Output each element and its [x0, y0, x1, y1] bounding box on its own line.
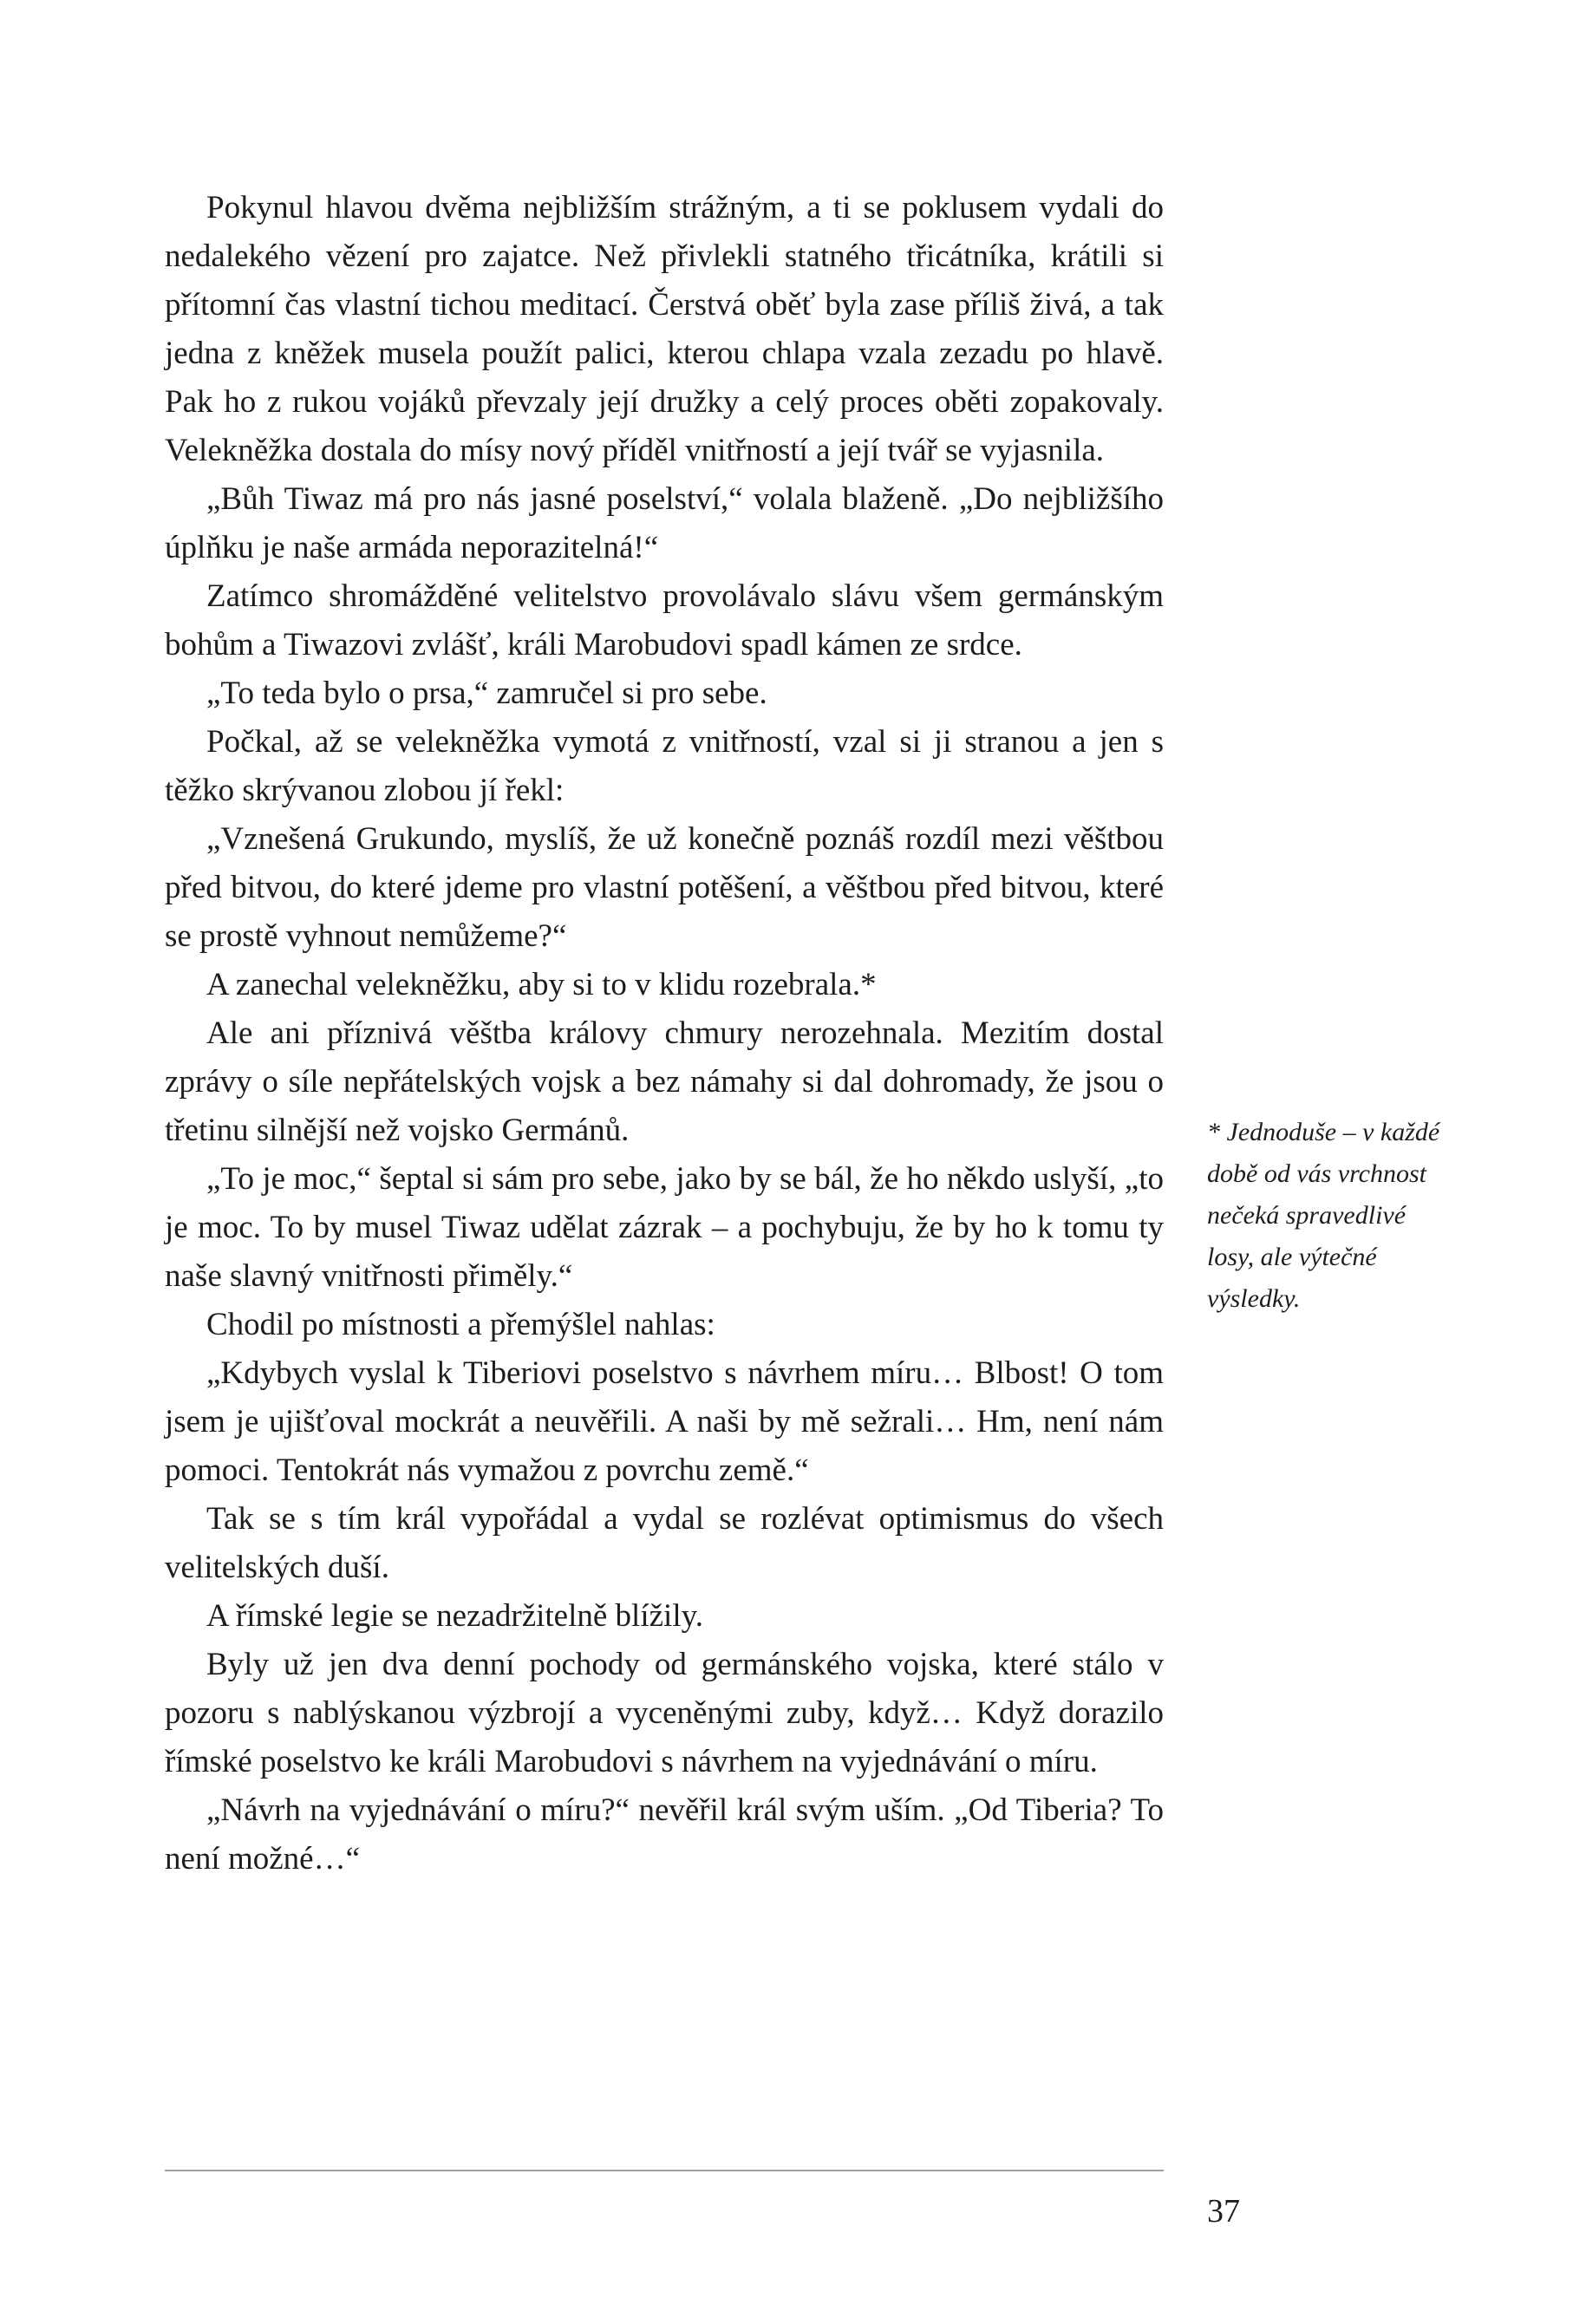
- paragraph: A zanechal velekněžku, aby si to v klidu rozebrala.*: [206, 967, 877, 1002]
- paragraph: Ale ani příznivá věštba královy chmury nerozehnala. Mezitím dostal zprávy o síle nepřátelských vojsk a bez námahy si dal dohromady, že jsou o třetinu silnější než vojsko Germánů.: [165, 1015, 1164, 1148]
- paragraph: Zatímco shromážděné velitelstvo provolávalo slávu všem germánským bohům a Tiwazovi zvlášť, králi Marobudovi spadl kámen ze srdce.: [165, 578, 1164, 663]
- paragraph: „Vznešená Grukundo, myslíš, že už konečně poznáš rozdíl mezi věštbou před bitvou, do které jdeme pro vlastní potěšení, a věštbou před bitvou, které se prostě vyhnout nemůžeme?“: [165, 821, 1164, 954]
- paragraph: Tak se s tím král vypořádal a vydal se rozlévat optimismus do všech velitelských duší.: [165, 1501, 1164, 1585]
- paragraph: Pokynul hlavou dvěma nejbližším strážným, a ti se poklusem vydali do nedalekého vězení pro zajatce. Než přivlekli statného třicátníka, krátili si přítomní čas vlastní tichou meditací. Čerstvá oběť byla zase příliš živá, a tak jedna z kněžek musela použít palici, kterou chlapa vzala zezadu po hlavě. Pak ho z rukou vojáků převzaly její družky a celý proces oběti zopakovaly. Velekněžka dostala do mísy nový příděl vnitřností a její tvář se vyjasnila.: [165, 190, 1164, 468]
- paragraph: Byly už jen dva denní pochody od germánského vojska, které stálo v pozoru s nablýskanou výzbrojí a vyceněnými zuby, když… Když dorazilo římské poselstvo ke králi Marobudovi s návrhem na vyjednávání o míru.: [165, 1647, 1164, 1779]
- paragraph: „To je moc,“ šeptal si sám pro sebe, jako by se bál, že ho někdo uslyší, „to je moc. To by musel Tiwaz udělat zázrak – a pochybuju, že by ho k tomu ty naše slavný vnitřnosti přiměly.“: [165, 1161, 1164, 1294]
- paragraph: Chodil po místnosti a přemýšlel nahlas:: [206, 1307, 715, 1342]
- paragraph: Počkal, až se velekněžka vymotá z vnitřností, vzal si ji stranou a jen s těžko skrývanou zlobou jí řekl:: [165, 724, 1164, 808]
- paragraph: „Bůh Tiwaz má pro nás jasné poselství,“ volala blaženě. „Do nejbližšího úplňku je naše armáda neporazitelná!“: [165, 481, 1164, 565]
- page-number: 37: [1207, 2193, 1240, 2229]
- paragraph: „Návrh na vyjednávání o míru?“ nevěřil král svým uším. „Od Tiberia? To není možné…“: [165, 1792, 1164, 1877]
- footer-rule: [165, 2170, 1164, 2171]
- paragraph: „Kdybych vyslal k Tiberiovi poselstvo s návrhem míru… Blbost! O tom jsem je ujišťoval mockrát a neuvěřili. A naši by mě sežrali… Hm, není nám pomoci. Tentokrát nás vymažou z povrchu země.“: [165, 1355, 1164, 1488]
- paragraph: A římské legie se nezadržitelně blížily.: [206, 1598, 703, 1634]
- main-text-column: [165, 184, 1164, 1883]
- paragraph: „To teda bylo o prsa,“ zamručel si pro sebe.: [206, 676, 767, 711]
- margin-note: * Jednoduše – v každé době od vás vrchnost nečeká spravedlivé losy, ale výtečné výsledky.: [1207, 1118, 1440, 1313]
